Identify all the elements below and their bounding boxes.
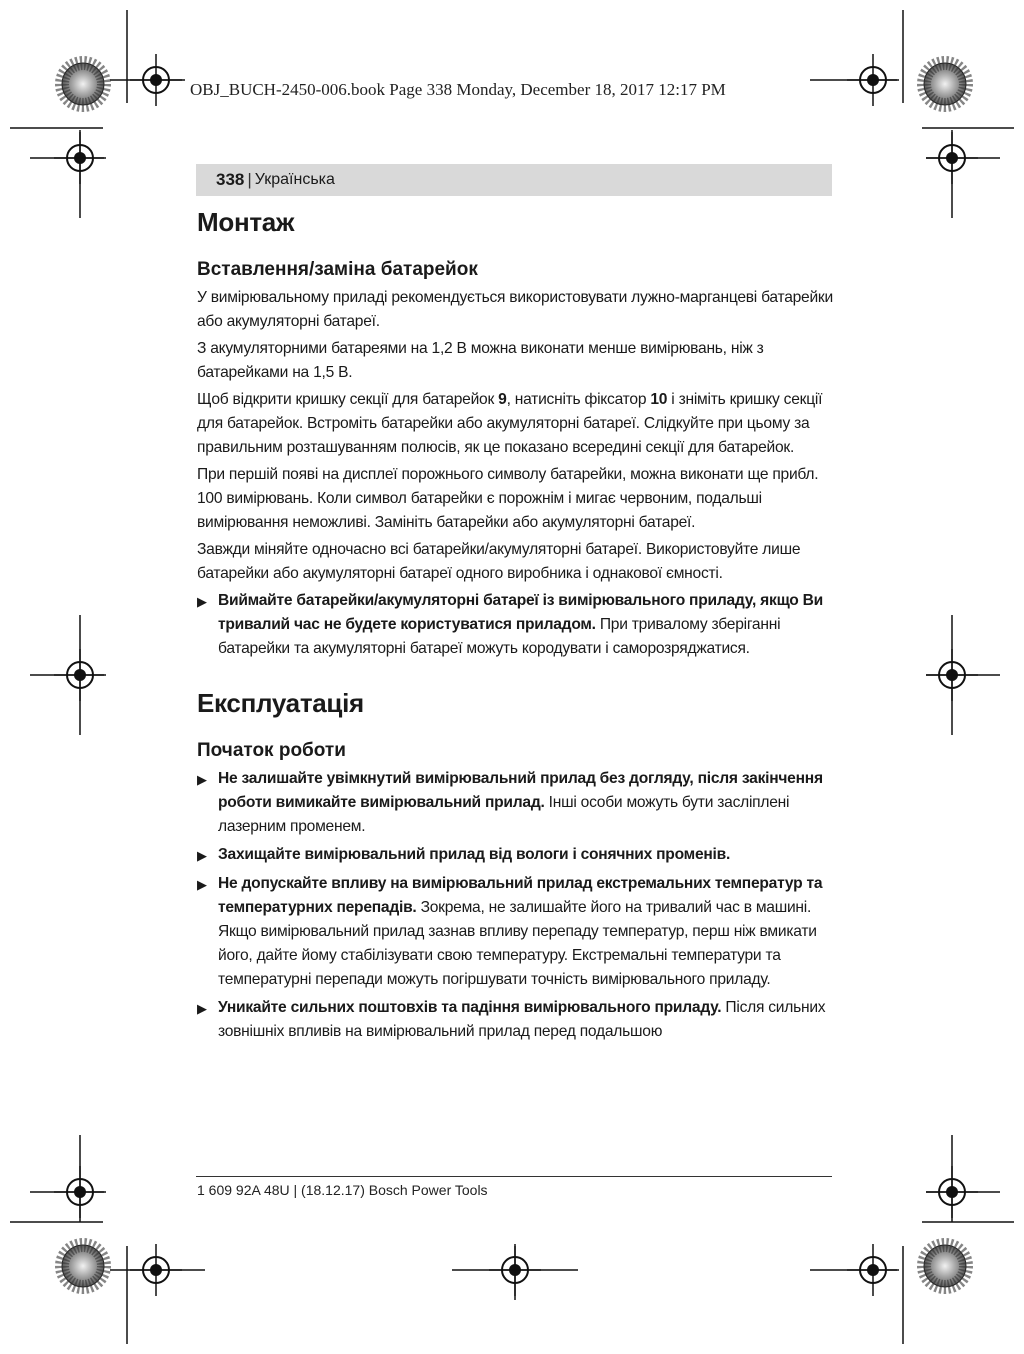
- bullet-triangle-icon: ▶: [197, 1001, 207, 1016]
- page-header: [196, 164, 832, 196]
- header-language: Українська: [254, 171, 335, 188]
- bullet-triangle-icon: ▶: [197, 848, 207, 863]
- bullet-item: ▶ Не залишайте увімкнутий вимірювальний прилад без догляду, після закінчення роботи вимикайте вимірювальний прилад. Інші особи можуть бути засліплені лазерним променем.: [197, 767, 833, 839]
- section-title-montage: Монтаж: [197, 207, 295, 237]
- paragraph: З акумуляторними батареями на 1,2 В можна виконати менше вимірювань, ніж з батарейками на 1,5 В.: [197, 340, 764, 381]
- page-number: 338: [216, 170, 245, 189]
- page-footer: 1 609 92A 48U | (18.12.17) Bosch Power Tools: [197, 1182, 488, 1198]
- color-wheel-icon: [924, 63, 966, 105]
- bullet-item: ▶ Виймайте батарейки/акумуляторні батареї із вимірювального приладу, якщо Ви тривалий час не будете користуватися приладом. При тривалому зберіганні батарейки та акумуляторні батареї можуть кородувати і саморозряджатися.: [197, 589, 833, 661]
- subsection-title-start: Початок роботи: [197, 740, 346, 761]
- color-wheel-icon: [924, 1245, 966, 1287]
- header-separator: |: [247, 170, 252, 189]
- print-info: OBJ_BUCH-2450-006.book Page 338 Monday, December 18, 2017 12:17 PM: [190, 80, 726, 99]
- bullet-triangle-icon: ▶: [197, 594, 207, 609]
- paragraph: Завжди міняйте одночасно всі батарейки/акумуляторні батареї. Використовуйте лише батарейки або акумуляторні батареї одного виробника і однакової ємності.: [197, 541, 801, 582]
- color-wheel-icon: [62, 63, 104, 105]
- color-wheel-icon: [62, 1245, 104, 1287]
- bullet-item: ▶ Уникайте сильних поштовхів та падіння вимірювального приладу. Після сильних зовнішніх впливів на вимірювальний прилад перед подальшою: [197, 996, 833, 1044]
- footer-rule: [196, 1176, 832, 1177]
- paragraph: Щоб відкрити кришку секції для батарейок 9, натисніть фіксатор 10 і зніміть кришку секції для батарейок. Встроміть батарейки або акумуляторні батареї. Слідкуйте при цьому за правильним розташуванням полюсів, як це показано всередині секції для батарейок.: [197, 391, 823, 456]
- bullet-item: ▶ Не допускайте впливу на вимірювальний прилад екстремальних температур та температурних перепадів. Зокрема, не залишайте його на тривалий час в машині. Якщо вимірювальний прилад зазнав впливу перепаду температур, перш ніж вмикати його, дайте йому стабілізувати свою температуру. Екстремальні температури та температурні перепади можуть погіршувати точність вимірювального приладу.: [197, 872, 833, 992]
- paragraph: У вимірювальному приладі рекомендується використовувати лужно-марганцеві батарейки або акумуляторні батареї.: [197, 289, 833, 330]
- bullet-triangle-icon: ▶: [197, 772, 207, 787]
- bullet-item: ▶ Захищайте вимірювальний прилад від вологи і сонячних променів.: [197, 843, 833, 868]
- paragraph: При першій появі на дисплеї порожнього символу батарейки, можна виконати ще прибл. 100 вимірювань. Коли символ батарейки є порожнім і мигає червоним, подальші вимірювання неможливі. Замініть батарейки або акумуляторні батареї.: [197, 466, 819, 531]
- section-title-operation: Експлуатація: [197, 688, 364, 718]
- page-content: [197, 202, 833, 1048]
- subsection-title-batteries: Вставлення/заміна батарейок: [197, 259, 478, 280]
- bullet-triangle-icon: ▶: [197, 877, 207, 892]
